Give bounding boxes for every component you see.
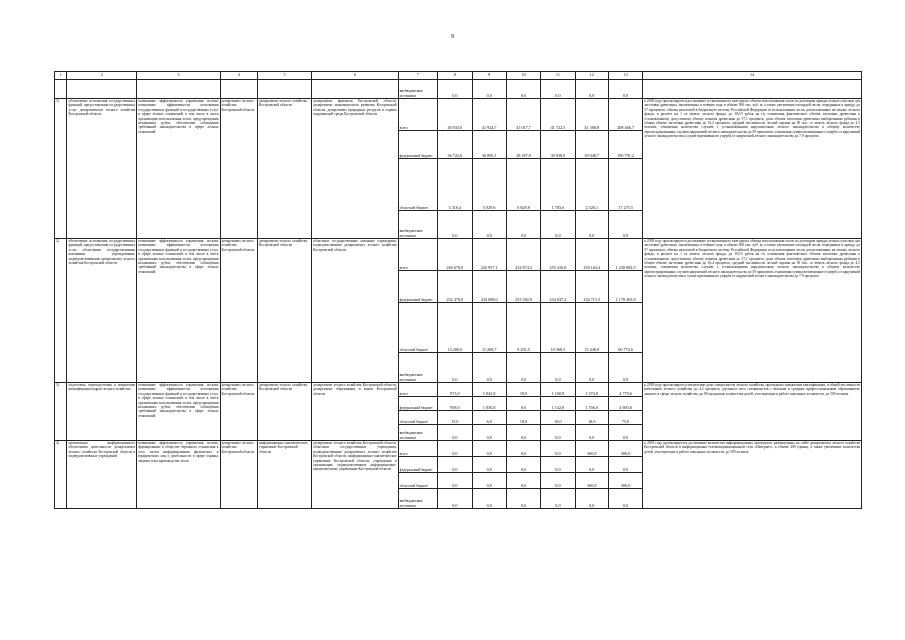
amount-cell: 0,0	[575, 80, 608, 99]
amount-cell: 36 895,1	[472, 131, 506, 159]
amount-cell: 234 715,5	[575, 271, 608, 303]
amount-cell: 232 470,0	[438, 271, 472, 303]
amount-cell: 75,0	[608, 411, 642, 425]
amount-cell: 0,0	[472, 211, 506, 239]
responsible-executor: департамент лесного хозяйства Костромской области	[220, 441, 257, 509]
amount-cell: 15,0	[438, 411, 472, 425]
amount-cell: 300,0	[575, 441, 608, 457]
amount-cell: 253 582,0	[506, 271, 540, 303]
amount-cell: 0,0	[506, 397, 540, 411]
amount-cell: 300,0	[608, 441, 642, 457]
col-number: 11	[541, 72, 575, 80]
funding-row	[55, 383, 862, 397]
amount-cell: 300,0	[575, 473, 608, 489]
amount-cell: 0,0	[472, 441, 506, 457]
funding-source: внебюджетные источники	[398, 425, 438, 441]
participant: департамент лесного хозяйства Костромской области	[258, 239, 312, 383]
target-recipients: департамент лесного хозяйства Костромской области, областные государственные учреждения, подведомственные департаменту лесного хозяйства Костромской области, информационно-аналитическое управление Костромской области, учреждения и организации, подведомственные информационно-аналитическому управлению Костромской области	[312, 441, 398, 509]
amount-cell: 958,0	[438, 397, 472, 411]
amount-cell: 41 368,8	[575, 99, 608, 131]
amount-cell: 1 160,8	[541, 383, 575, 397]
amount-cell: 0,0	[506, 425, 540, 441]
target-recipients: областные государственные казенные учреждения, подведомственные департаменту лесного хозяйства Костромской области	[312, 239, 398, 383]
amount-cell: 0,0	[438, 211, 472, 239]
col-number: 3	[137, 72, 220, 80]
amount-cell: 0,0	[608, 80, 642, 99]
lead-offbudget-row	[55, 80, 862, 99]
expected-result: к 2018 году прогнозируется достижение установленного ежегодного объема использования лесов по договорам аренды лесных участков для заготовки древесины, заключенных в течение года, в объеме 500 тыс. куб. м; а также увеличение площадей лесов, переданных в аренду, до 57 процентов, объема налоговой в бюджетную систему Российской Федерации от использования лесов, расположенных на землях лесного фонда, в расчете на 1 га земель лесного фонда, до 102,9 рубля на га, отношения фактического объема заготовки древесины к установленному допустимому объему изъятия древесины до 57,1 процента, доли объема заготовки древесины выборочными рубками в общем объеме заготовки древесины до 16,4 процента, средней численности лесной охраны на 50 тыс. га земель лесного фонда до 4,5 человек, отношения количества случаев с установленными нарушителями лесного законодательства к общему количеству зарегистрированных случаев нарушений лесного законодательства до 59 процентов, отношения суммы возмещенного ущерба от нарушений лесного законодательства к сумме причиненного ущерба от нарушений лесного законодательства до 7,9 процента	[643, 239, 862, 383]
amount-cell: 0,0	[575, 211, 608, 239]
expected-result: к 2018 году прогнозируется достижение количества информационных материалов, размещенных на сайте департамента лесного хозяйства Костромской области в информационно-телекоммуникационной сети «Интернет», в объеме 200 единиц, а также увеличение количества детей, участвующих в работе школьных лесничеств, до 500 человек	[643, 441, 862, 509]
amount-cell: 0,0	[438, 457, 472, 473]
responsible-executor: департамент лесного хозяйства Костромской области	[220, 383, 257, 441]
col-number: 12	[575, 72, 608, 80]
participant: информационно-аналитическое управление Костромской области	[258, 441, 312, 509]
amount-cell: 0,0	[608, 211, 642, 239]
activity-name: обеспечение исполнения государственных функций, предоставления государственных услуг департаментом лесного хозяйства Костромской области	[67, 99, 137, 239]
amount-cell: 4 693,6	[608, 397, 642, 411]
amount-cell: 0,0	[438, 353, 472, 383]
program-activities-table	[54, 71, 862, 509]
amount-cell: 1 783,6	[541, 159, 575, 211]
amount-cell: 0,0	[575, 425, 608, 441]
activity-effect: повышение эффективности управления лесами; формирование в обществе бережного отношения к лесу путем информирования физических и юридических лиц о деятельности в сфере охраны, защиты и воспроизводства лесов	[137, 441, 220, 509]
amount-cell: 0,0	[541, 489, 575, 509]
amount-cell: 2 320,1	[575, 159, 608, 211]
funding-source: внебюджетные источники	[398, 353, 438, 383]
activity-number: 3)	[55, 383, 67, 441]
funding-source: всего	[398, 239, 438, 271]
activity-effect: повышение эффективности управления лесами; повышение эффективности исполнения государственных функций и государственных услуг в сфере лесных отношений, в том числе в части организации использования лесов, предупреждения незаконных рубок; обеспечение соблюдения требований законодательства в сфере лесных отношений	[137, 383, 220, 441]
amount-cell: 245 957,1	[472, 239, 506, 271]
amount-cell: 1 042,8	[472, 383, 506, 397]
funding-row	[55, 239, 862, 271]
amount-cell: 190 791,2	[608, 131, 642, 159]
amount-cell: 1 230 082,0	[608, 239, 642, 271]
amount-cell: 0,0	[506, 489, 540, 509]
funding-source: всего	[398, 441, 438, 457]
amount-cell: 0,0	[438, 489, 472, 509]
amount-cell: 0,0	[472, 489, 506, 509]
responsible-executor: департамент лесного хозяйства Костромской области	[220, 239, 257, 383]
amount-cell: 0,0	[506, 211, 540, 239]
amount-cell: 246 670,0	[438, 239, 472, 271]
amount-cell: 0,0	[506, 80, 540, 99]
amount-cell: 40 033,0	[438, 99, 472, 131]
amount-cell: 11 268,7	[472, 303, 506, 353]
col-number: 2	[67, 72, 137, 80]
funding-source: внебюджетные источники	[398, 80, 438, 99]
amount-cell: 0,0	[575, 457, 608, 473]
amount-cell: 39 048,7	[575, 131, 608, 159]
funding-source: всего	[398, 99, 438, 131]
col-number: 14	[643, 72, 862, 80]
amount-cell: 0,0	[541, 441, 575, 457]
amount-cell: 0,0	[438, 441, 472, 457]
amount-cell: 0,0	[472, 457, 506, 473]
amount-cell: 0,0	[472, 425, 506, 441]
amount-cell: 6,0	[472, 411, 506, 425]
funding-source: федеральный бюджет	[398, 271, 438, 303]
col-number: 4	[220, 72, 257, 80]
col-number: 13	[608, 72, 642, 80]
activity-number: 1)	[55, 99, 67, 239]
amount-cell: 250 164,4	[575, 239, 608, 271]
col-number: 8	[438, 72, 472, 80]
amount-cell: 14 200,0	[438, 303, 472, 353]
amount-cell: 234 688,0	[472, 271, 506, 303]
column-number-row	[55, 72, 862, 80]
amount-cell: 208 466,7	[608, 99, 642, 131]
funding-source: федеральный бюджет	[398, 457, 438, 473]
funding-source: внебюджетные источники	[398, 211, 438, 239]
funding-row	[55, 99, 862, 131]
amount-cell: 973,0	[438, 383, 472, 397]
participant: департамент лесного хозяйства Костромской области	[258, 383, 312, 441]
funding-source: федеральный бюджет	[398, 397, 438, 411]
target-recipients: департамент финансов Костромской области, департамент экономического развития Костромской области, департамент природных ресурсов и охраны окружающей среды Костромской области	[312, 99, 398, 239]
amount-cell: 6 829,8	[506, 159, 540, 211]
activity-number: 2)	[55, 239, 67, 383]
amount-cell: 0,0	[541, 473, 575, 489]
activity-name: подготовка, переподготовка и повышение квалификации кадров лесного хозяйства	[67, 383, 137, 441]
amount-cell: 18,0	[575, 411, 608, 425]
amount-cell: 0,0	[506, 457, 540, 473]
amount-cell: 0,0	[608, 457, 642, 473]
col-number: 9	[472, 72, 506, 80]
amount-cell: 1 556,0	[575, 397, 608, 411]
amount-cell: 232 874,2	[506, 239, 540, 271]
amount-cell: 0,0	[438, 473, 472, 489]
funding-source: внебюджетные источники	[398, 489, 438, 509]
target-recipients: департамент лесного хозяйства Костромской области, департамент образования и науки Костромской области	[312, 383, 398, 441]
amount-cell: 0,0	[472, 473, 506, 489]
funding-source: областной бюджет	[398, 159, 438, 211]
amount-cell: 18,0	[506, 383, 540, 397]
amount-cell: 5 029,6	[472, 159, 506, 211]
amount-cell: 4 770,6	[608, 383, 642, 397]
col-number: 10	[506, 72, 540, 80]
funding-source: федеральный бюджет	[398, 131, 438, 159]
amount-cell: 0,0	[506, 441, 540, 457]
amount-cell: 9 291,5	[506, 303, 540, 353]
amount-cell: 0,0	[472, 353, 506, 383]
expected-result: к 2018 году прогнозируется достижение установленного ежегодного объема использования лесов по договорам аренды лесных участков для заготовки древесины, заключенных в течение года, в объеме 500 тыс. куб. м; а также увеличение площадей лесов, переданных в аренду, до 57 процентов, объема налоговой в бюджетную систему Российской Федерации от использования лесов, расположенных на землях лесного фонда, в расчете на 1 га земель лесного фонда, до 102,9 рубля на га, отношения фактического объема заготовки древесины к установленному допустимому объему изъятия древесины до 57,1 процента, доли объема заготовки древесины выборочными рубками в общем объеме заготовки древесины до 16,4 процента, средней численности лесной охраны на 50 тыс. га земель лесного фонда до 4,5 человек, отношения количества случаев с установленными нарушителями лесного законодательства к общему количеству зарегистрированных случаев нарушений лесного законодательства до 59 процентов, отношения суммы возмещенного ущерба от нарушений лесного законодательства к сумме причиненного ущерба от нарушений лесного законодательства до 7,9 процента	[643, 99, 862, 239]
amount-cell: 0,0	[506, 473, 540, 489]
amount-cell: 60 774,6	[608, 303, 642, 353]
funding-source: областной бюджет	[398, 473, 438, 489]
amount-cell: 0,0	[541, 80, 575, 99]
responsible-executor: департамент лесного хозяйства Костромской области	[220, 99, 257, 239]
col-number: 5	[258, 72, 312, 80]
amount-cell: 0,0	[541, 457, 575, 473]
amount-cell: 0,0	[608, 425, 642, 441]
page-number: 9	[451, 34, 454, 40]
amount-cell: 41 924,7	[472, 99, 506, 131]
expected-result: к 2018 году прогнозируется увеличение доли специалистов лесного хозяйства, прошедших повышение квалификации, в общей численности работников лесного хозяйства до 4,4 процента, удельного веса специалистов с высшим и средним профессиональным образованием, занятых в сфере лесного хозяйства, до 80 процентов; количества детей, участвующих в работе школьных лесничеств, до 500 человек	[643, 383, 862, 441]
amount-cell: 18,0	[541, 411, 575, 425]
amount-cell: 0,0	[541, 425, 575, 441]
activity-effect: повышение эффективности управления лесами; повышение эффективности исполнения государственных функций и государственных услуг в сфере лесных отношений, в том числе в части организации использования лесов, предупреждения незаконных рубок; обеспечение соблюдения требований законодательства в сфере лесных отношений	[137, 239, 220, 383]
amount-cell: 1 170 265,8	[608, 271, 642, 303]
amount-cell: 0,0	[575, 489, 608, 509]
amount-cell: 36 722,6	[438, 131, 472, 159]
funding-row	[55, 441, 862, 457]
amount-cell: 38 187,9	[506, 131, 540, 159]
amount-cell: 0,0	[541, 353, 575, 383]
amount-cell: 0,0	[506, 353, 540, 383]
amount-cell: 0,0	[608, 353, 642, 383]
col-number: 7	[398, 72, 438, 80]
activity-name: обеспечение исполнения государственных функций, предоставления государственных услуг областными государственными казенными учреждениями, подведомственными департаменту лесного хозяйства Костромской области	[67, 239, 137, 383]
amount-cell: 39 938,9	[541, 131, 575, 159]
amount-cell: 0,0	[438, 425, 472, 441]
amount-cell: 0,0	[438, 80, 472, 99]
participant: департамент лесного хозяйства Костромской области	[258, 99, 312, 239]
amount-cell: 18,0	[506, 411, 540, 425]
col-number: 1	[55, 72, 67, 80]
amount-cell: 41 722,5	[541, 99, 575, 131]
funding-source: областной бюджет	[398, 411, 438, 425]
amount-cell: 10 568,3	[541, 303, 575, 353]
amount-cell: 1 142,8	[541, 397, 575, 411]
activity-number: 4)	[55, 441, 67, 509]
amount-cell: 0,0	[608, 489, 642, 509]
amount-cell: 255 416,0	[541, 239, 575, 271]
col-number: 6	[312, 72, 398, 80]
activity-name: организация информационного обеспечения деятельности департамента лесного хозяйства Костромской области и подведомственных учреждений	[67, 441, 137, 509]
amount-cell: 17 275,5	[608, 159, 642, 211]
amount-cell: 244 847,2	[541, 271, 575, 303]
amount-cell: 45 017,7	[506, 99, 540, 131]
funding-source: областной бюджет	[398, 303, 438, 353]
amount-cell: 1 574,0	[575, 383, 608, 397]
amount-cell: 15 448,9	[575, 303, 608, 353]
activity-effect: повышение эффективности управления лесами; повышение эффективности исполнения государственных функций и государственных услуг в сфере лесных отношений, в том числе в части организации использования лесов, предупреждения незаконных рубок; обеспечение соблюдения требований законодательства в сфере лесных отношений	[137, 99, 220, 239]
amount-cell: 0,0	[472, 80, 506, 99]
amount-cell: 3 310,4	[438, 159, 472, 211]
funding-source: всего	[398, 383, 438, 397]
amount-cell: 300,0	[608, 473, 642, 489]
amount-cell: 1 036,8	[472, 397, 506, 411]
amount-cell: 0,0	[575, 353, 608, 383]
amount-cell: 0,0	[541, 211, 575, 239]
